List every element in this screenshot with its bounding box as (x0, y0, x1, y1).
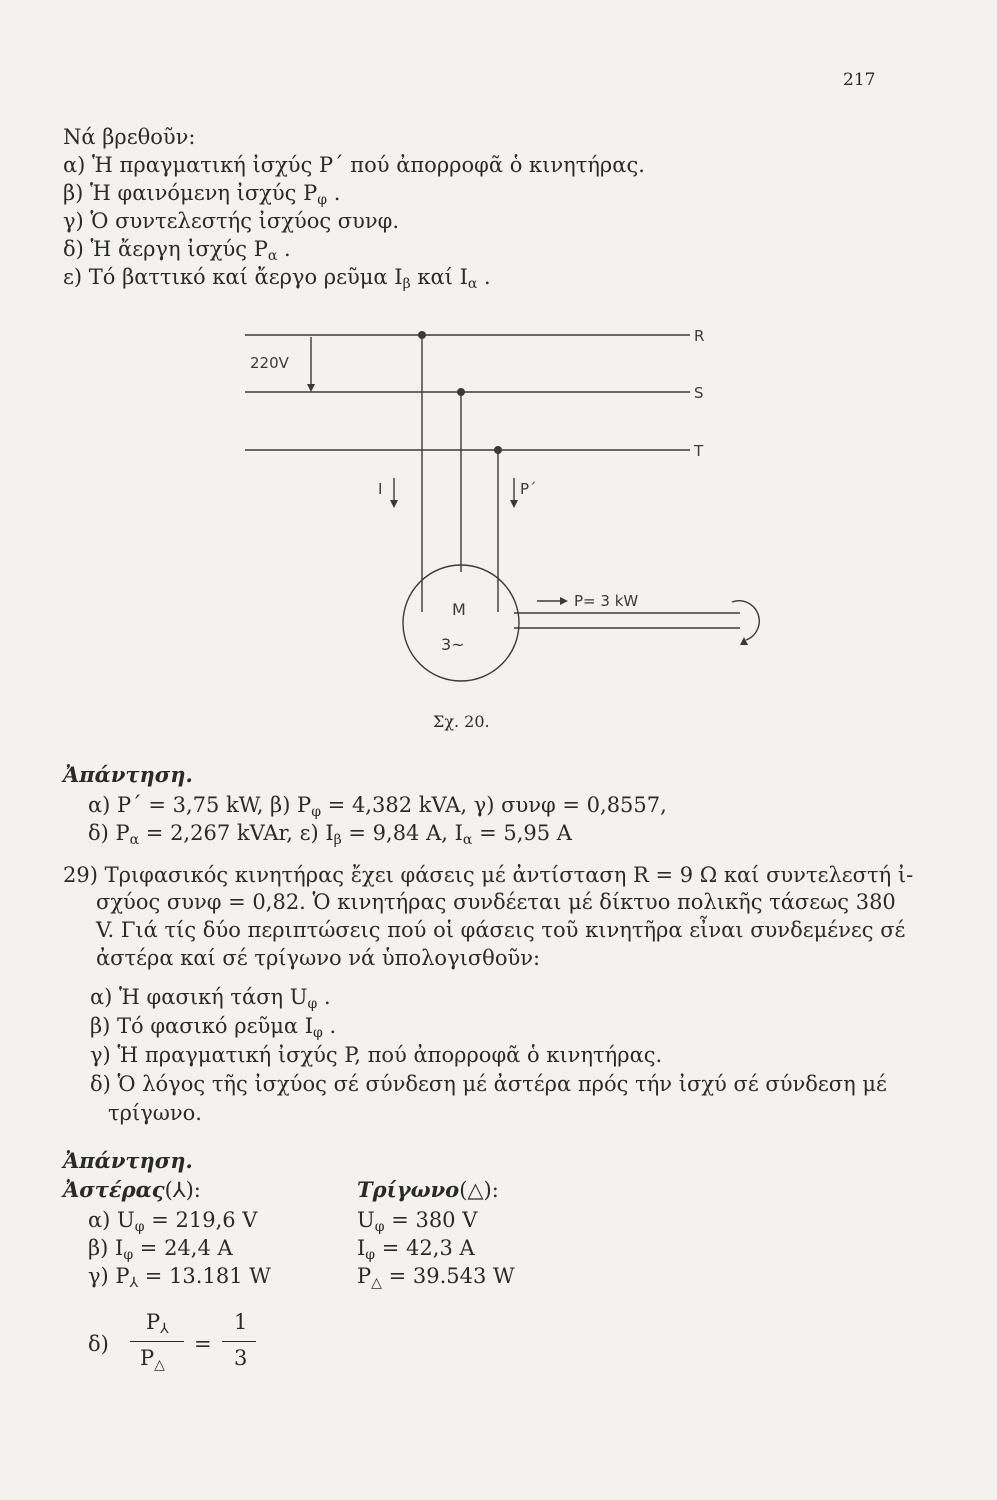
answer-28-line-2: δ) $P_\alpha = 2,267$ kVAr, ε) $I_\beta = 9,84$ A, $I_\alpha = 5,95$ A (88, 821, 572, 848)
voltage-label: 220V (250, 354, 289, 372)
star-phase-voltage: α) $U_\varphi = 219,6$ V (88, 1208, 258, 1235)
delta-heading: Τρίγωνο(△): (357, 1177, 499, 1202)
q29-item-c: γ) Ἡ πραγματική ἰσχύς P, πού ἀπορροφᾶ ὁ κινητήρας. (90, 1043, 663, 1067)
q29-line-4: ἀστέρα καί σέ τρίγωνο νά ὑπολογισθοῦν: (96, 946, 541, 970)
star-heading: Ἀστέρας(⅄): (63, 1177, 201, 1202)
phase-s-label: S (694, 384, 704, 402)
star-phase-current: β) $I_\varphi = 24,4$ A (88, 1236, 233, 1263)
phase-t-label: T (694, 442, 704, 460)
q29-line-3: V. Γιά τίς δύο περιπτώσεις πού οἱ φάσεις τοῦ κινητῆρα εἶναι συνδεμένες σέ (96, 918, 906, 942)
power-in-label: P΄ (520, 480, 537, 498)
q28-item-b: β) Ἡ φαινόμενη ἰσχύς $P_\varphi$ . (63, 181, 341, 208)
phase-r-label: R (694, 327, 705, 345)
q29-line-2: σχύος συνφ = 0,82. Ὁ κινητήρας συνδέεται μέ δίκτυο πολικῆς τάσεως 380 (96, 890, 896, 914)
page-number: 217 (843, 70, 876, 90)
answer-28-line-1: α) P΄ = 3,75 kW, β) $P_\varphi = 4,382$ kVA, γ) συνφ = 0,8557, (88, 793, 667, 820)
q28-item-e: ε) Τό βαττικό καί ἄεργο ρεῦμα $I_\beta$ καί $I_\alpha$ . (63, 265, 491, 292)
figure-caption: Σχ. 20. (433, 712, 490, 731)
motor-phase-label: 3~ (441, 635, 465, 654)
power-out-label: P= 3 kW (574, 592, 639, 610)
motor-label: M (452, 600, 466, 619)
ratio-equals: = (194, 1332, 212, 1356)
current-label: I (378, 480, 383, 498)
q29-line-1: 29) Τριφασικός κινητήρας ἔχει φάσεις μέ ἀντίσταση R = 9 Ω καί συντελεστή ἰ- (63, 863, 914, 887)
power-out-arrowhead (560, 597, 568, 605)
star-power: γ) $P_⅄ = 13.181$ W (88, 1264, 271, 1291)
rhs-bar (222, 1341, 256, 1342)
delta-phase-current: $I_\varphi = 42,3$ A (357, 1236, 475, 1263)
voltage-arrowhead (307, 384, 315, 392)
q29-item-a: α) Ἡ φασική τάση $U_\varphi$ . (90, 985, 331, 1012)
q28-item-a: α) Ἡ πραγματική ἰσχύς P΄ πού ἀπορροφᾶ ὁ κινητήρας. (63, 153, 645, 177)
node-s (457, 388, 465, 396)
ratio-numerator: $P_⅄$ (146, 1310, 169, 1337)
q29-item-b: β) Τό φασικό ρεῦμα $I_\varphi$ . (90, 1014, 337, 1041)
ratio-label: δ) (88, 1332, 109, 1356)
motor-circle (403, 565, 519, 681)
node-r (418, 331, 426, 339)
ratio-denominator: $P_\triangle$ (140, 1346, 165, 1373)
rotation-arrowhead (740, 637, 748, 645)
delta-power: $P_\triangle = 39.543$ W (357, 1264, 515, 1291)
rotation-arc (732, 601, 759, 640)
delta-phase-voltage: $U_\varphi = 380$ V (357, 1208, 478, 1235)
answer-label-28: Ἀπάντηση. (63, 762, 193, 787)
ratio-bar (130, 1341, 184, 1342)
current-arrowhead (390, 500, 398, 508)
q29-item-d-line-2: τρίγωνο. (108, 1101, 202, 1125)
answer-label-29: Ἀπάντηση. (63, 1148, 193, 1173)
node-t (494, 446, 502, 454)
rhs-denominator: 3 (234, 1346, 248, 1370)
power-in-arrowhead (510, 500, 518, 508)
rhs-numerator: 1 (234, 1310, 248, 1334)
q29-item-d-line-1: δ) Ὁ λόγος τῆς ἰσχύος σέ σύνδεση μέ ἀστέρα πρός τήν ἰσχύ σέ σύνδεση μέ (90, 1072, 887, 1096)
q28-item-c: γ) Ὁ συντελεστής ἰσχύος συνφ. (63, 209, 400, 233)
power-ratio (88, 1310, 288, 1390)
q28-item-d: δ) Ἡ ἄεργη ἰσχύς $P_\alpha$ . (63, 237, 291, 264)
find-heading: Νά βρεθοῦν: (63, 125, 196, 149)
